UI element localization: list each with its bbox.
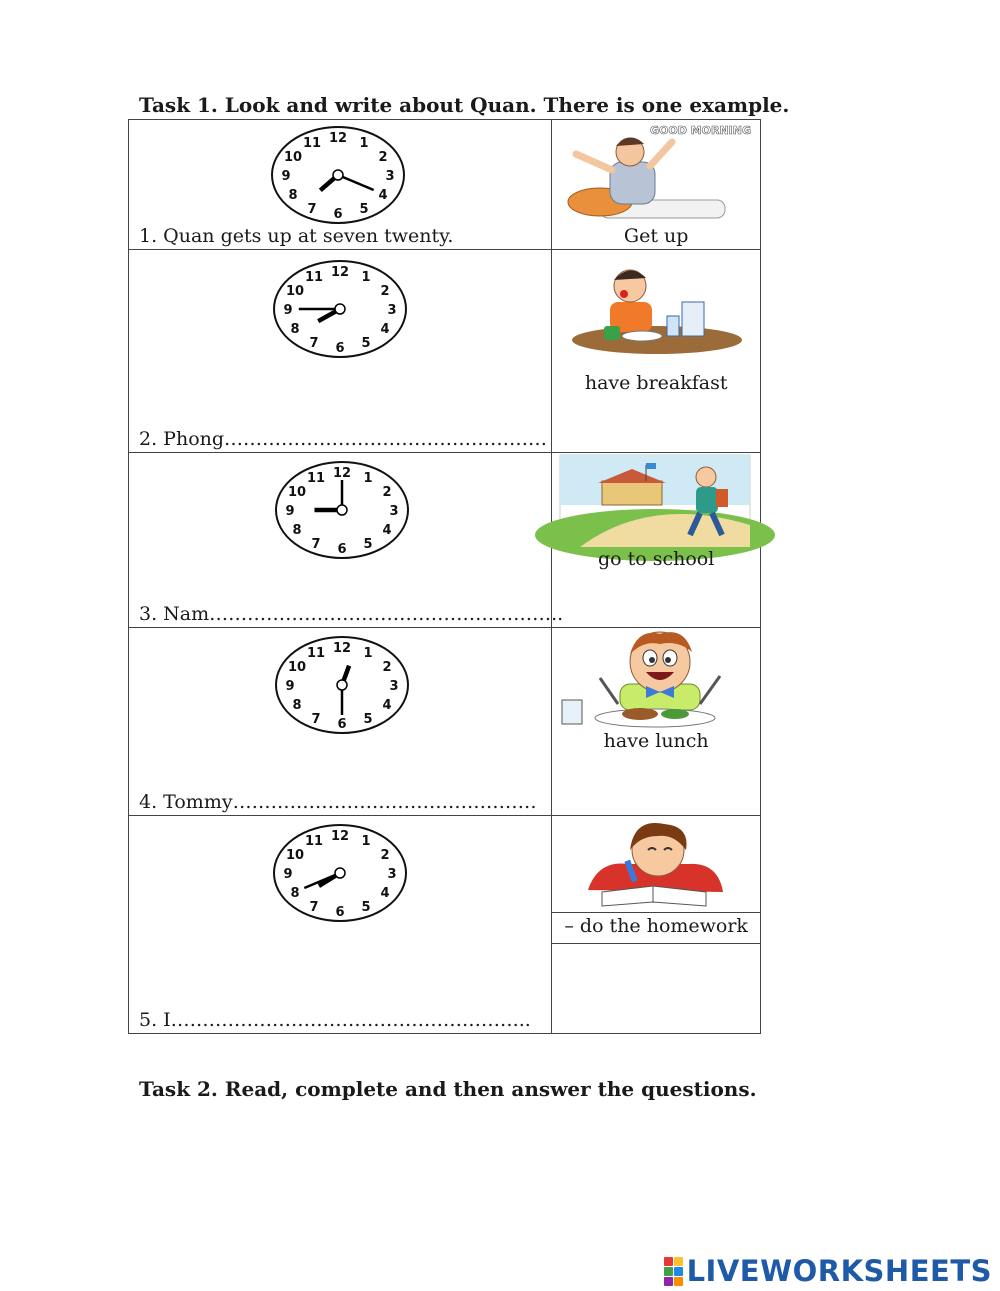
caption-divider (552, 943, 760, 944)
clock-icon (272, 633, 412, 737)
clock-number: 7 (309, 899, 319, 915)
answer-line: 2. Phong…………………………………………… (139, 428, 548, 450)
clock-number: 8 (292, 523, 302, 538)
clock-number: 8 (292, 698, 302, 713)
logo-tile (664, 1257, 673, 1266)
clock-cell (129, 250, 552, 453)
clock-icon (272, 458, 412, 562)
clock-number: 5 (363, 711, 373, 727)
logo-tile (674, 1257, 683, 1266)
clock-number: 12 (332, 641, 352, 656)
banner-text: GOOD MORNING (650, 124, 752, 137)
clock-number: 12 (330, 265, 350, 280)
clock-number: 8 (290, 322, 300, 337)
clock-number: 3 (389, 679, 399, 694)
picture-cell (552, 453, 761, 628)
task1-table (128, 119, 761, 1034)
clock-center (335, 868, 345, 878)
clock-number: 6 (337, 717, 347, 732)
clock-number: 2 (380, 848, 390, 863)
caption-divider (552, 912, 760, 913)
table-row (129, 628, 761, 816)
clock-number: 5 (359, 201, 369, 217)
picture-cell (552, 250, 761, 453)
clock-number: 8 (288, 188, 298, 203)
activity-caption: go to school (597, 548, 715, 570)
clock-number: 4 (380, 322, 390, 337)
logo-tile (674, 1267, 683, 1276)
clock-number: 1 (361, 834, 371, 850)
clock-center (333, 170, 343, 180)
table-row (129, 250, 761, 453)
answer-line: 5. I………………………………………………... (139, 1009, 531, 1031)
clock-number: 7 (309, 335, 319, 351)
homework-illustration (578, 820, 728, 910)
activity-caption: have lunch (603, 730, 709, 752)
lunch-illustration (560, 630, 750, 728)
activity-caption: Get up (623, 225, 689, 247)
clock-icon (268, 123, 408, 227)
clock-number: 9 (281, 169, 291, 184)
clock-number: 3 (389, 504, 399, 519)
clock-number: 6 (337, 542, 347, 557)
clock-number: 6 (335, 341, 345, 356)
task2-title: Task 2. Read, complete and then answer the questions. (139, 1077, 757, 1101)
activity-caption: – do the homework (564, 915, 748, 937)
answer-line: 4. Tommy………………………………………… (139, 791, 537, 813)
clock-center (337, 505, 347, 515)
clock-number: 3 (385, 169, 395, 184)
clock-number: 3 (387, 303, 397, 318)
liveworksheets-logo (664, 1254, 992, 1288)
clock-number: 1 (363, 471, 373, 487)
clock-number: 10 (285, 284, 305, 299)
clock-number: 2 (378, 150, 388, 165)
clock-number: 5 (361, 335, 371, 351)
clock-number: 7 (311, 711, 321, 727)
clock-number: 5 (363, 536, 373, 552)
clock-number: 10 (287, 485, 307, 500)
clock-number: 4 (382, 698, 392, 713)
clock-cell (129, 120, 552, 250)
clock-number: 12 (328, 131, 348, 146)
clock-number: 9 (285, 679, 295, 694)
clock-number: 10 (283, 150, 303, 165)
activity-caption: have breakfast (584, 372, 728, 394)
clock-icon (270, 821, 410, 925)
clock-number: 1 (361, 270, 371, 286)
clock-number: 6 (333, 207, 343, 222)
logo-mark-icon (664, 1257, 683, 1286)
clock-number: 12 (330, 829, 350, 844)
picture-cell (552, 816, 761, 1034)
clock-number: 11 (306, 471, 326, 487)
clock-number: 1 (363, 646, 373, 662)
clock-icon (270, 257, 410, 361)
clock-number: 5 (361, 899, 371, 915)
clock-number: 6 (335, 905, 345, 920)
clock-center (337, 680, 347, 690)
clock-number: 11 (304, 834, 324, 850)
picture-cell (552, 120, 761, 250)
clock-number: 8 (290, 886, 300, 901)
waking-up-illustration (560, 122, 752, 222)
clock-number: 9 (283, 303, 293, 318)
clock-cell (129, 628, 552, 816)
task1-title: Task 1. Look and write about Quan. There is one example. (139, 93, 790, 117)
clock-number: 4 (380, 886, 390, 901)
picture-cell (552, 628, 761, 816)
breakfast-illustration (572, 258, 742, 358)
clock-number: 3 (387, 867, 397, 882)
logo-tile (664, 1277, 673, 1286)
clock-number: 2 (382, 485, 392, 500)
example-sentence: 1. Quan gets up at seven twenty. (139, 225, 454, 247)
clock-number: 11 (302, 136, 322, 152)
clock-cell (129, 816, 552, 1034)
clock-number: 12 (332, 466, 352, 481)
clock-number: 4 (378, 188, 388, 203)
clock-number: 10 (285, 848, 305, 863)
clock-number: 9 (285, 504, 295, 519)
clock-number: 9 (283, 867, 293, 882)
table-row (129, 120, 761, 250)
table-row (129, 816, 761, 1034)
clock-number: 11 (304, 270, 324, 286)
brand-name: LIVEWORKSHEETS (686, 1254, 992, 1288)
clock-number: 4 (382, 523, 392, 538)
clock-number: 1 (359, 136, 369, 152)
clock-center (335, 304, 345, 314)
answer-line: 3. Nam……………………………………………….. (139, 603, 564, 625)
clock-number: 10 (287, 660, 307, 675)
clock-number: 7 (307, 201, 317, 217)
logo-tile (674, 1277, 683, 1286)
clock-number: 11 (306, 646, 326, 662)
clock-cell (129, 453, 564, 628)
logo-tile (664, 1267, 673, 1276)
clock-number: 7 (311, 536, 321, 552)
table-row (129, 453, 761, 628)
school-illustration (560, 455, 750, 547)
clock-number: 2 (382, 660, 392, 675)
clock-number: 2 (380, 284, 390, 299)
